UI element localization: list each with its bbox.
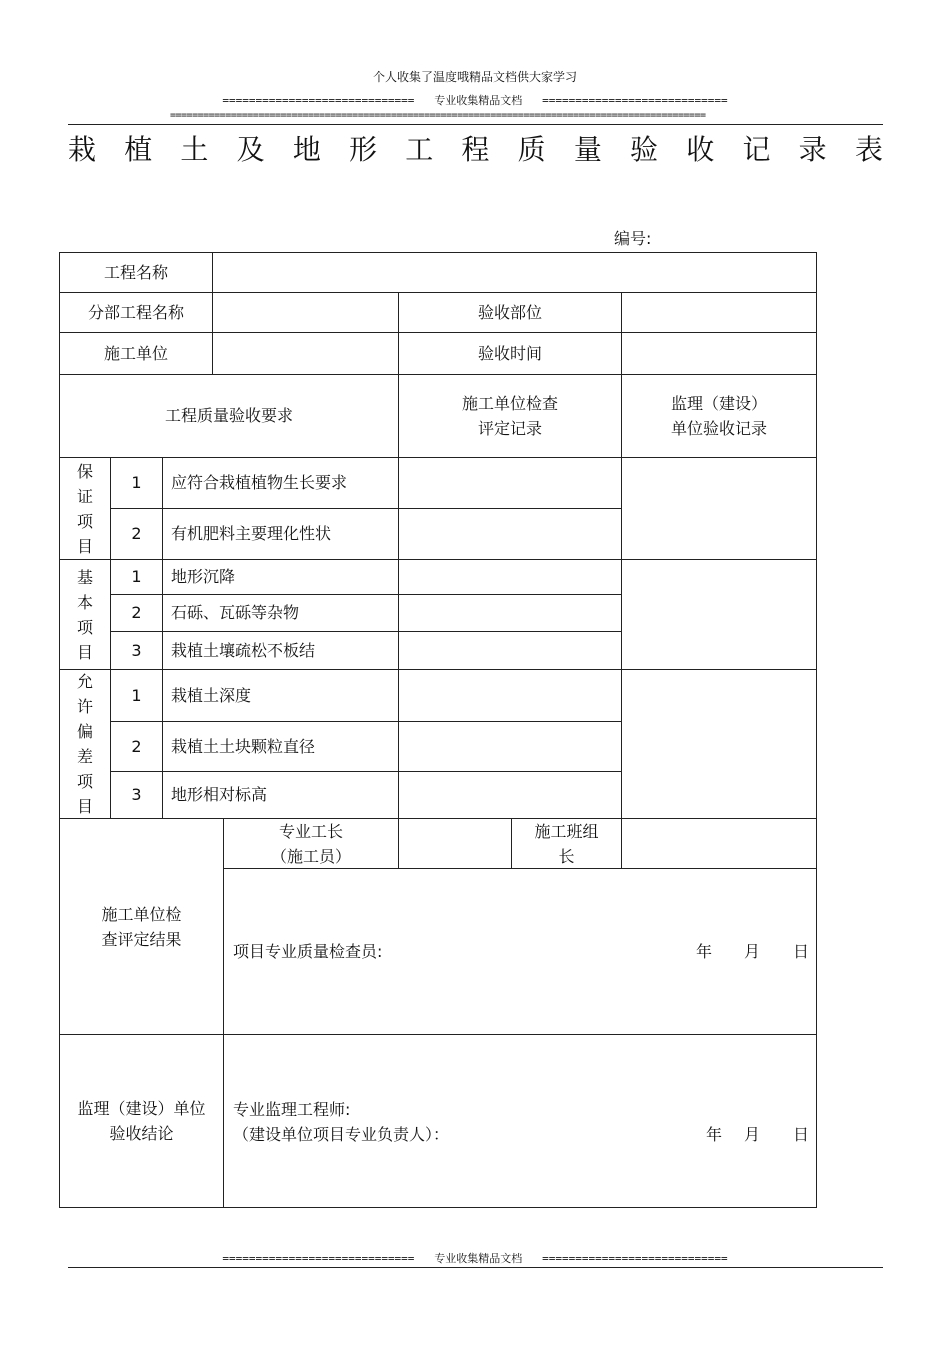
- foreman-label-line2: （施工员）: [270, 846, 351, 866]
- title-char: 量: [573, 133, 602, 166]
- serial-number-label: 编号:: [614, 229, 652, 248]
- basic-group-label: [59, 559, 111, 670]
- header-banner: ============================= 专业收集精品文档 ============================: [222, 94, 728, 107]
- title-char: 验: [630, 133, 659, 166]
- item-requirement: 地形沉降: [162, 559, 399, 595]
- project-name-label: 工程名称: [59, 252, 213, 293]
- team-leader-label: [511, 818, 622, 869]
- title-char: 工: [405, 133, 434, 166]
- supervisor-check-header: [621, 374, 817, 458]
- contractor-record-cell[interactable]: [398, 771, 622, 819]
- group-label-char: 允: [76, 672, 93, 691]
- title-char: 栽: [68, 133, 97, 166]
- item-number: 2: [110, 721, 163, 772]
- acceptance-time-label: 验收时间: [398, 332, 622, 375]
- date-year: 年: [706, 1125, 723, 1144]
- group-label-char: 本: [76, 592, 93, 612]
- group-label-char: 差: [76, 747, 93, 766]
- construction-unit-label: 施工单位: [59, 332, 213, 375]
- contractor-check-header-line1: 施工单位检查: [461, 394, 558, 413]
- title-char: 收: [686, 133, 715, 166]
- supervisor-record-cell[interactable]: [621, 669, 817, 819]
- item-number: 2: [110, 508, 163, 560]
- foreman-field[interactable]: [398, 818, 512, 869]
- date-month: 月: [744, 942, 761, 961]
- title-char: 形: [349, 133, 378, 166]
- item-number: 1: [110, 457, 163, 509]
- group-label-char: 项: [76, 511, 93, 531]
- contractor-record-cell[interactable]: [398, 721, 622, 772]
- title-char: 土: [180, 133, 209, 166]
- contractor-result-label-line2: 查评定结果: [101, 929, 182, 949]
- supervisor-result-label: [59, 1034, 224, 1208]
- item-number: 3: [110, 771, 163, 819]
- item-number: 1: [110, 669, 163, 722]
- header-rule: [68, 124, 883, 125]
- group-label-char: 保: [76, 461, 93, 481]
- contractor-record-cell[interactable]: [398, 457, 622, 509]
- quality-inspector-label: 项目专业质量检查员:: [233, 942, 383, 961]
- title-char: 质: [517, 133, 546, 166]
- title-char: 程: [461, 133, 490, 166]
- header-equals-line: =================================================================================================: [170, 110, 706, 121]
- footer-rule: [68, 1267, 883, 1268]
- acceptance-time-field[interactable]: [621, 332, 817, 375]
- title-char: 及: [236, 133, 265, 166]
- title-char: 地: [292, 133, 321, 166]
- foreman-label-line1: 专业工长: [278, 821, 343, 841]
- acceptance-part-field[interactable]: [621, 292, 817, 333]
- item-requirement: 有机肥料主要理化性状: [162, 508, 399, 560]
- project-name-field[interactable]: [212, 252, 817, 293]
- date-month: 月: [744, 1125, 761, 1144]
- item-number: 1: [110, 559, 163, 595]
- sub-project-field[interactable]: [212, 292, 399, 333]
- contractor-result-label-line1: 施工单位检: [101, 904, 182, 924]
- tolerance-group-label: [59, 669, 111, 819]
- construction-unit-field[interactable]: [212, 332, 399, 375]
- guarantee-group-label: [59, 457, 111, 560]
- acceptance-part-label: 验收部位: [398, 292, 622, 333]
- sub-project-label: 分部工程名称: [59, 292, 213, 333]
- item-requirement: 栽植土壤疏松不板结: [162, 631, 399, 670]
- contractor-check-header-line2: 评定记录: [477, 419, 542, 438]
- team-leader-label-line1: 施工班组: [534, 821, 599, 841]
- group-label-char: 证: [76, 486, 93, 506]
- group-label-char: 目: [76, 536, 93, 556]
- collect-note: 个人收集了温度哦精品文档供大家学习: [372, 70, 577, 84]
- title-char: 记: [742, 133, 771, 166]
- foreman-label: [223, 818, 399, 869]
- supervisor-result-label-line2: 验收结论: [109, 1124, 174, 1143]
- item-requirement: 应符合栽植植物生长要求: [162, 457, 399, 509]
- team-leader-field[interactable]: [621, 818, 817, 869]
- group-label-char: 项: [76, 617, 93, 637]
- group-label-char: 许: [76, 697, 93, 716]
- date-day: 日: [793, 1125, 810, 1144]
- page-title: [68, 128, 883, 168]
- owner-representative-label: （建设单位项目专业负责人）：: [233, 1125, 450, 1144]
- contractor-check-header: [398, 374, 622, 458]
- item-requirement: 栽植土深度: [162, 669, 399, 722]
- supervisor-check-header-line1: 监理（建设）: [670, 394, 767, 413]
- group-label-char: 偏: [76, 722, 93, 741]
- team-leader-label-line2: 长: [558, 846, 575, 866]
- item-requirement: 地形相对标高: [162, 771, 399, 819]
- contractor-record-cell[interactable]: [398, 559, 622, 595]
- title-char: 表: [854, 133, 883, 166]
- group-label-char: 目: [76, 642, 93, 662]
- requirements-header: 工程质量验收要求: [59, 374, 399, 458]
- group-label-char: 基: [76, 567, 93, 587]
- date-day: 日: [793, 942, 810, 961]
- supervisor-result-label-line1: 监理（建设）单位: [77, 1099, 206, 1118]
- supervisor-check-header-line2: 单位验收记录: [670, 419, 767, 438]
- date-year: 年: [696, 942, 713, 961]
- item-requirement: 栽植土土块颗粒直径: [162, 721, 399, 772]
- item-requirement: 石砾、瓦砾等杂物: [162, 594, 399, 632]
- contractor-record-cell[interactable]: [398, 594, 622, 632]
- supervising-engineer-label: 专业监理工程师:: [233, 1100, 351, 1119]
- title-char: 录: [798, 133, 827, 166]
- contractor-record-cell[interactable]: [398, 669, 622, 722]
- contractor-record-cell[interactable]: [398, 631, 622, 670]
- title-char: 植: [124, 133, 153, 166]
- supervisor-record-cell[interactable]: [621, 559, 817, 670]
- item-number: 2: [110, 594, 163, 632]
- item-number: 3: [110, 631, 163, 670]
- group-label-char: 目: [76, 797, 93, 816]
- contractor-result-label: [59, 818, 224, 1035]
- footer-banner: ============================= 专业收集精品文档 ============================: [222, 1252, 728, 1265]
- group-label-char: 项: [76, 772, 93, 791]
- supervisor-record-cell[interactable]: [621, 457, 817, 560]
- contractor-record-cell[interactable]: [398, 508, 622, 560]
